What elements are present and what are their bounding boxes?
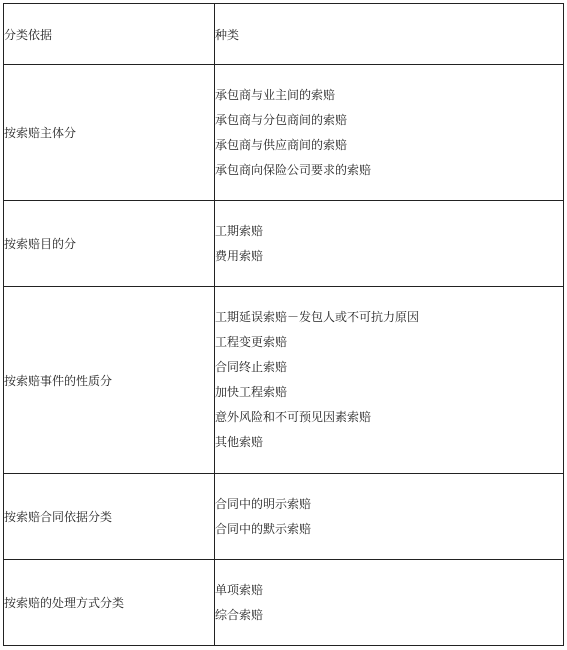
- header-basis: 分类依据: [4, 4, 215, 65]
- kind-item: 单项索赔: [215, 582, 264, 597]
- kind-item: 合同中的默示索赔: [215, 521, 312, 536]
- kind-item: 合同终止索赔: [215, 360, 288, 374]
- row-kinds-cell: [215, 65, 564, 201]
- row-kinds-cell: [215, 474, 564, 560]
- table-row: [4, 201, 564, 287]
- kind-item: 综合索赔: [215, 607, 264, 622]
- kind-item: 费用索赔: [215, 248, 264, 263]
- row-kinds-cell: [215, 201, 564, 287]
- kind-item: 合同中的明示索赔: [215, 496, 312, 511]
- table-row: [4, 65, 564, 201]
- row-basis-cell: 按索赔的处理方式分类: [4, 560, 215, 646]
- kind-item: 意外风险和不可预见因素索赔: [215, 410, 372, 424]
- row-basis-cell: 按索赔主体分: [4, 65, 215, 201]
- row-kinds-cell: [215, 287, 564, 474]
- kind-item: 其他索赔: [215, 435, 264, 449]
- claim-classification-table: [3, 3, 564, 646]
- row-kinds-cell: [215, 560, 564, 646]
- kind-item: 承包商与分包商间的索赔: [215, 112, 348, 127]
- row-basis-cell: 按索赔目的分: [4, 201, 215, 287]
- table-row: [4, 474, 564, 560]
- kind-item: 加快工程索赔: [215, 385, 288, 399]
- header-kinds: 种类: [215, 4, 564, 65]
- table-header-row: [4, 4, 564, 65]
- table-row: [4, 560, 564, 646]
- table-row: [4, 287, 564, 474]
- kind-item: 承包商向保险公司要求的索赔: [215, 162, 372, 177]
- kind-item: 工期索赔: [215, 223, 264, 238]
- row-basis-cell: 按索赔事件的性质分: [4, 287, 215, 474]
- row-basis-cell: 按索赔合同依据分类: [4, 474, 215, 560]
- kind-item: 承包商与供应商间的索赔: [215, 137, 348, 152]
- kind-item: 承包商与业主间的索赔: [215, 87, 336, 102]
- kind-item: 工期延误索赔－发包人或不可抗力原因: [215, 310, 420, 324]
- kind-item: 工程变更索赔: [215, 335, 288, 349]
